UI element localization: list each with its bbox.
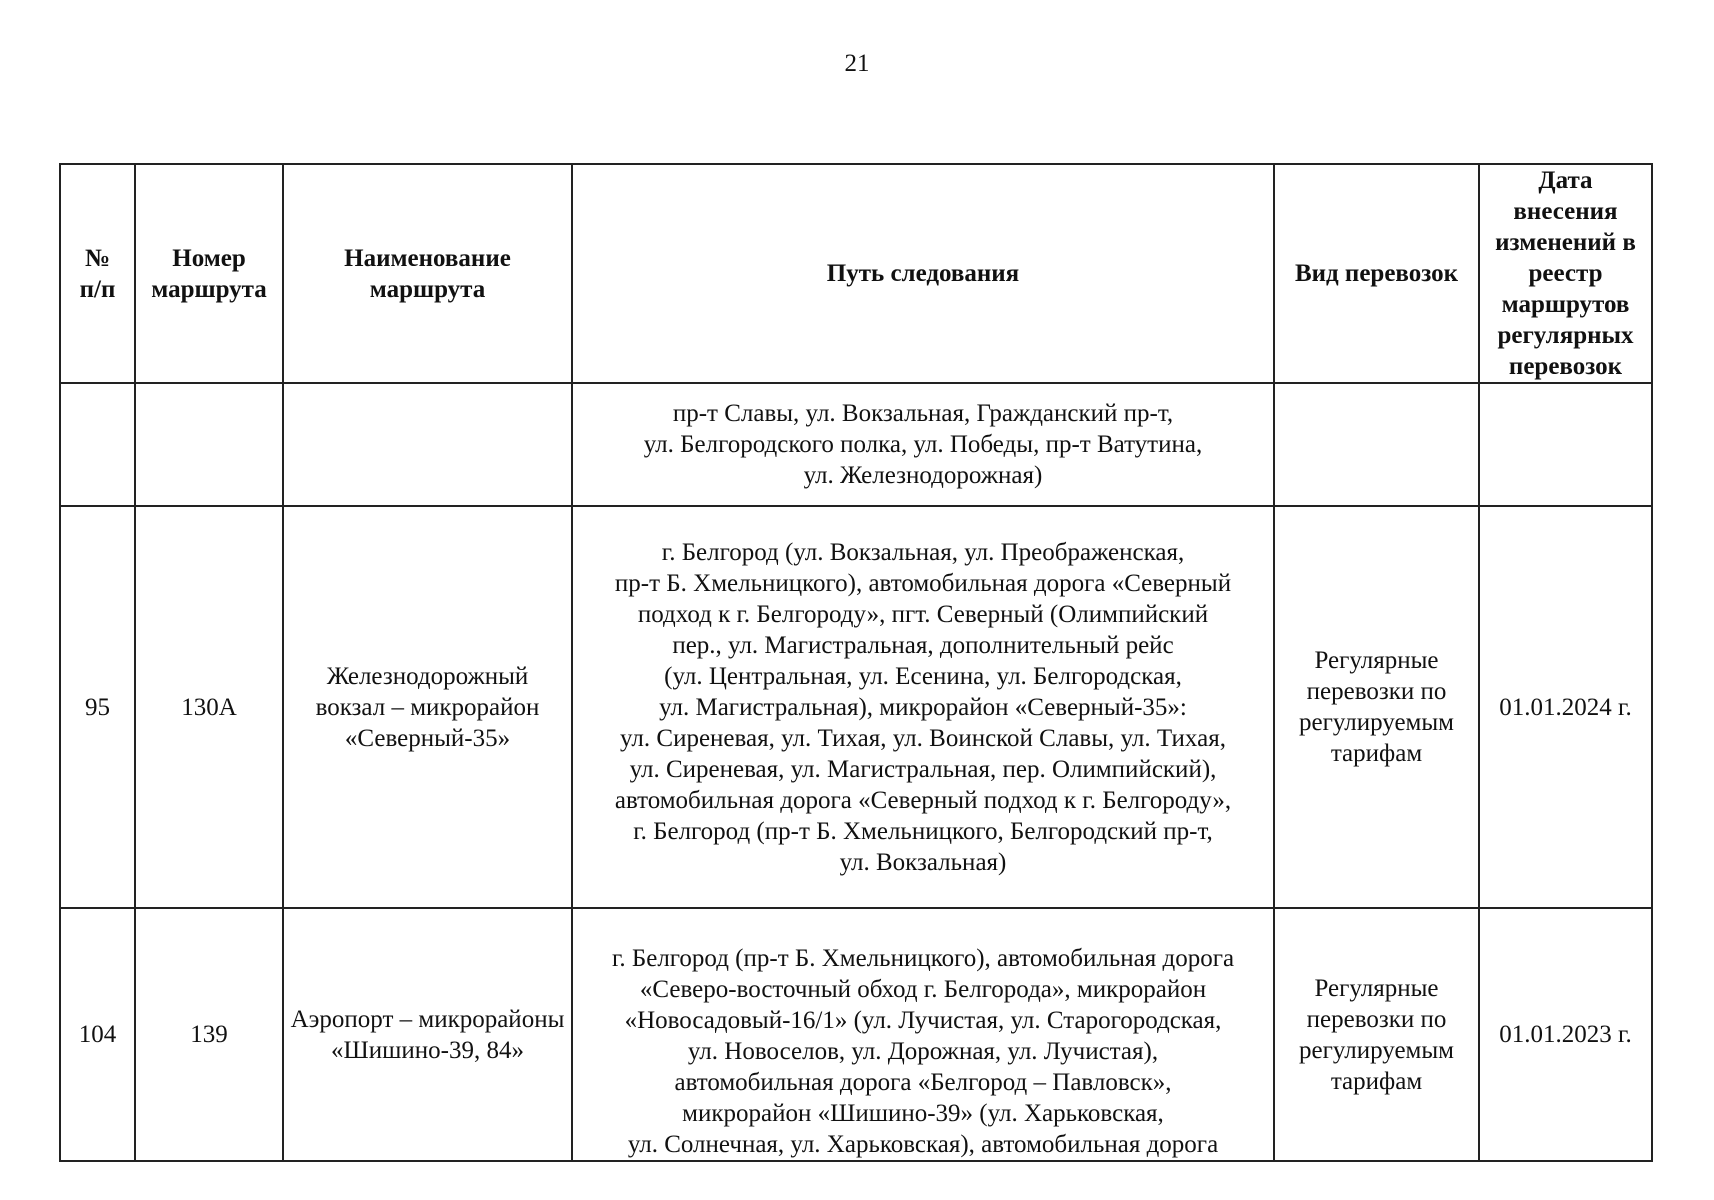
- cell-route-number: 130А: [135, 506, 283, 908]
- cell-num: 104: [60, 908, 135, 1161]
- cell-route-name: [283, 383, 572, 506]
- cell-route-number: [135, 383, 283, 506]
- cell-transport-type: [1274, 383, 1479, 506]
- table-row: [60, 506, 1652, 908]
- cell-num: 95: [60, 506, 135, 908]
- header-num: № п/п: [60, 164, 135, 383]
- header-path: Путь следования: [572, 164, 1274, 383]
- cell-route-number: 139: [135, 908, 283, 1161]
- header-route-name: Наименование маршрута: [283, 164, 572, 383]
- routes-registry-table: [59, 163, 1653, 1162]
- cell-transport-type: Регулярные перевозки по регулируемым тарифам: [1274, 506, 1479, 908]
- header-transport-type: Вид перевозок: [1274, 164, 1479, 383]
- table-header-row: [60, 164, 1652, 383]
- cell-date: 01.01.2023 г.: [1479, 908, 1652, 1161]
- cell-transport-type: Регулярные перевозки по регулируемым тарифам: [1274, 908, 1479, 1161]
- table-row: [60, 383, 1652, 506]
- cell-date: [1479, 383, 1652, 506]
- page-number: 21: [844, 50, 870, 77]
- cell-path: пр-т Славы, ул. Вокзальная, Гражданский пр-т, ул. Белгородского полка, ул. Победы, пр-т Ватутина, ул. Железнодорожная): [572, 383, 1274, 506]
- header-route-number: Номер маршрута: [135, 164, 283, 383]
- header-date: Дата внесения изменений в реестр маршрутов регулярных перевозок: [1479, 164, 1652, 383]
- cell-route-name: Аэропорт – микрорайоны «Шишино-39, 84»: [283, 908, 572, 1161]
- table-row: [60, 908, 1652, 1161]
- cell-route-name: Железнодорожный вокзал – микрорайон «Северный-35»: [283, 506, 572, 908]
- cell-path: г. Белгород (ул. Вокзальная, ул. Преображенская, пр-т Б. Хмельницкого), автомобильная дорога «Северный подход к г. Белгороду», пгт. Северный (Олимпийский пер., ул. Магистральная, дополнительный рейс (ул. Центральная, ул. Есенина, ул. Белгородская, ул. Магистральная), микрорайон «Северный-35»: ул. Сиреневая, ул. Тихая, ул. Воинской Славы, ул. Тихая, ул. Сиреневая, ул. Магистральная, пер. Олимпийский), автомобильная дорога «Северный подход к г. Белгороду», г. Белгород (пр-т Б. Хмельницкого, Белгородский пр-т, ул. Вокзальная): [572, 506, 1274, 908]
- cell-date: 01.01.2024 г.: [1479, 506, 1652, 908]
- cell-path-text: г. Белгород (пр-т Б. Хмельницкого), автомобильная дорога «Северо-восточный обход г. Белгорода», микрорайон «Новосадовый-16/1» (ул. Лучистая, ул. Старогородская, ул. Новоселов, ул. Дорожная, ул. Лучистая), автомобильная дорога «Белгород – Павловск», микрорайон «Шишино-39» (ул. Харьковская, ул. Солнечная, ул. Харьковская), автомобильная дорога: [611, 945, 1235, 1158]
- cell-num: [60, 383, 135, 506]
- cell-path: [572, 908, 1274, 1161]
